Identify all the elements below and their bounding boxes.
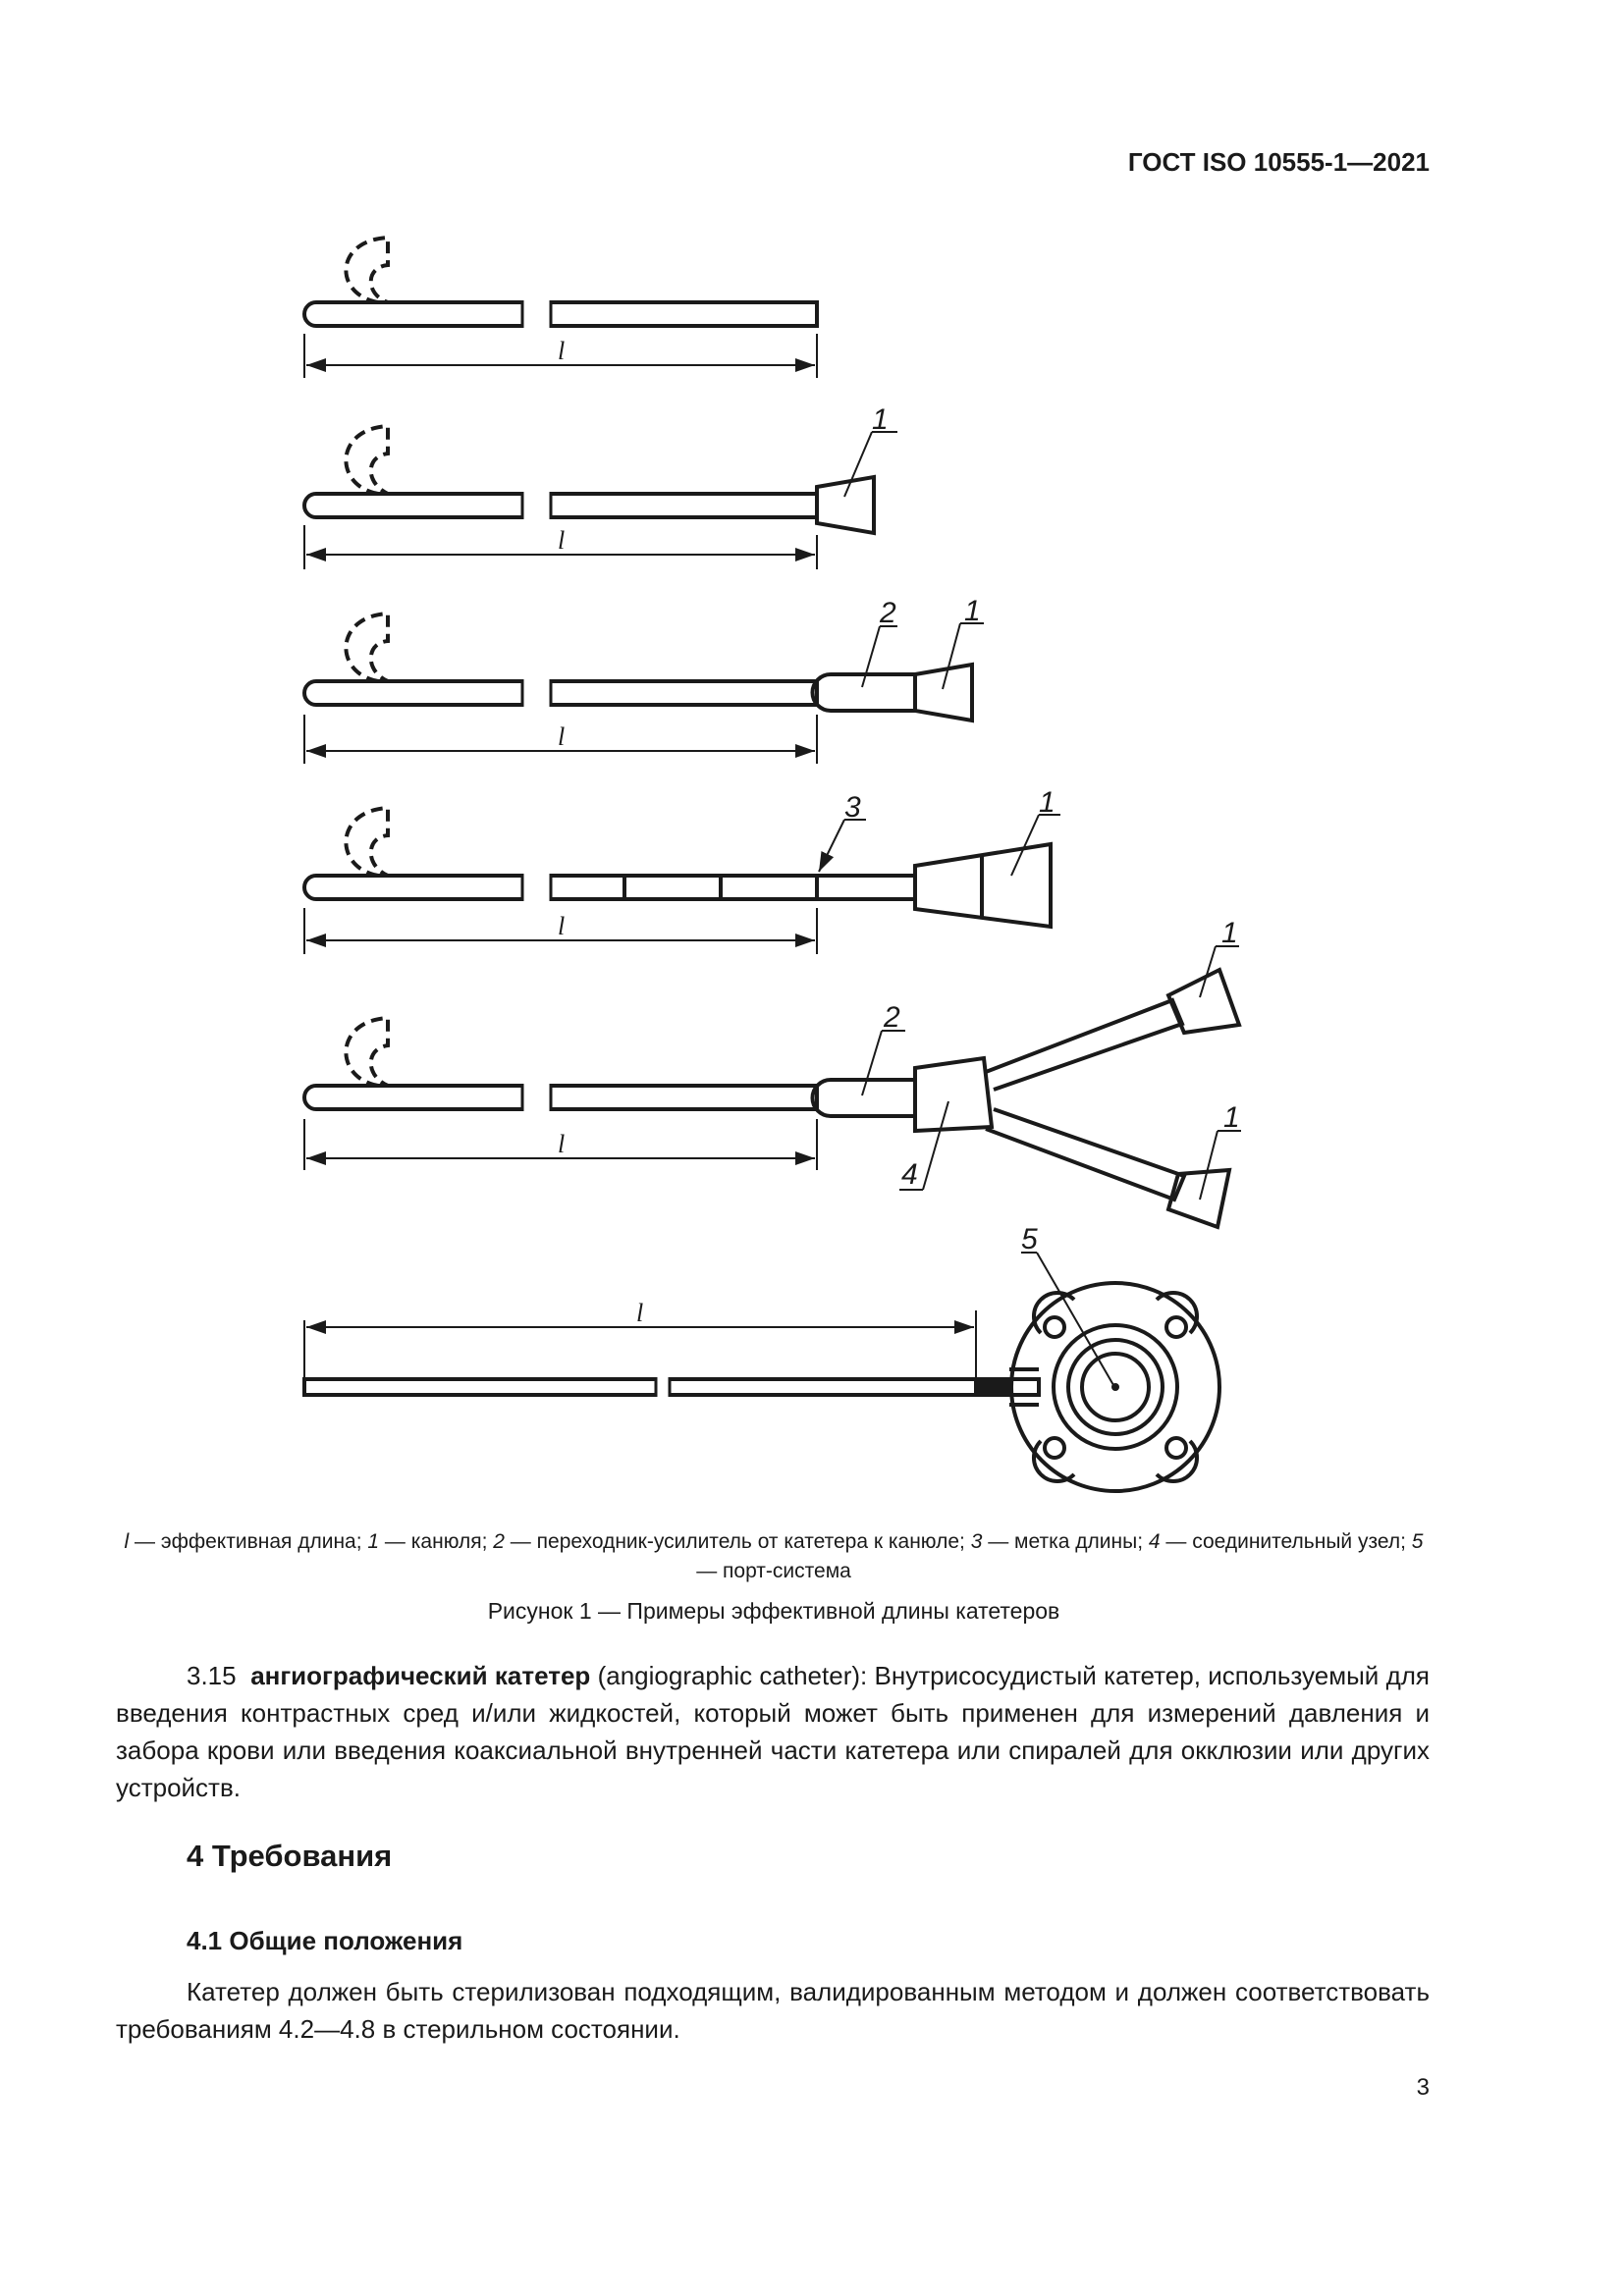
- dashed-hook: [346, 238, 388, 302]
- dashed-hook: [346, 1018, 388, 1086]
- dashed-hook: [346, 808, 388, 876]
- length-label: l: [558, 337, 566, 365]
- catheter-example-2: [304, 426, 874, 533]
- dashed-hook: [346, 426, 388, 494]
- port-hole: [1045, 1438, 1064, 1458]
- cannula: [1168, 970, 1239, 1033]
- connector-hub: [915, 1058, 992, 1131]
- legend-text: — соединительный узел;: [1160, 1530, 1412, 1553]
- subsection-heading: 4.1 Общие положения: [187, 1926, 463, 1955]
- legend-symbol: 3: [970, 1530, 983, 1553]
- catheter-tube: [551, 494, 817, 517]
- length-label: l: [636, 1299, 644, 1327]
- legend-symbol: 2: [493, 1530, 505, 1553]
- definition-term: ангиографический катетер: [250, 1661, 591, 1690]
- document-standard-id: ГОСТ ISO 10555-1—2021: [1127, 147, 1430, 177]
- leader-line: [943, 623, 960, 689]
- leader-line: [862, 626, 880, 687]
- length-label: l: [558, 526, 566, 555]
- catheter-tube: [304, 1086, 522, 1109]
- catheter-tube: [551, 302, 817, 326]
- leader-line: [819, 820, 844, 872]
- legend-text: — переходник-усилитель от катетера к канюле;: [504, 1530, 971, 1553]
- definition-number: 3.15: [187, 1661, 237, 1690]
- leader-line: [844, 432, 872, 497]
- port-hole: [1166, 1317, 1186, 1337]
- branch-tube: [986, 1000, 1182, 1090]
- catheter-example-4: [304, 808, 1051, 927]
- catheter-tube: [551, 681, 817, 705]
- dashed-hook: [346, 614, 388, 681]
- legend-symbol: l: [124, 1530, 130, 1553]
- port-connector: [976, 1379, 1009, 1395]
- callout-1: 1: [964, 595, 981, 627]
- legend-text: — метка длины;: [982, 1530, 1149, 1553]
- legend-text: — порт-система: [696, 1560, 851, 1582]
- cannula: [817, 477, 874, 533]
- callout-2: 2: [880, 597, 896, 629]
- catheter-example-1: [304, 238, 817, 326]
- legend-symbol: 4: [1148, 1530, 1161, 1553]
- callout-5: 5: [1021, 1223, 1038, 1255]
- legend-symbol: 1: [367, 1530, 380, 1553]
- leader-line: [923, 1101, 948, 1190]
- catheter-tube: [304, 876, 522, 899]
- legend-symbol: 5: [1411, 1530, 1424, 1553]
- callout-4: 4: [901, 1158, 918, 1191]
- branch-tube: [986, 1109, 1184, 1200]
- catheter-example-6: [304, 1283, 1219, 1491]
- cannula: [915, 665, 972, 721]
- callout-1: 1: [872, 403, 889, 436]
- definition-paragraph: [116, 1657, 1430, 1806]
- callout-2: 2: [884, 1001, 900, 1034]
- legend-text: — эффективная длина;: [129, 1530, 368, 1553]
- length-label: l: [558, 912, 566, 940]
- catheter-tube: [304, 494, 522, 517]
- callout-1: 1: [1039, 786, 1056, 819]
- definition-body: (angiographic catheter): Внутрисосудистый катетер, используемый для введения контрастных сред и/или жидкостей, который может быть применен для измерений давления и забора крови или введения коаксиальной внутренней части катетера или спиралей для окклюзии или других устройств.: [116, 1661, 1430, 1802]
- catheter-tube: [304, 302, 522, 326]
- catheter-tube: [551, 1086, 817, 1109]
- legend-text: — канюля;: [379, 1530, 494, 1553]
- catheter-tube: [304, 681, 522, 705]
- leader-line: [862, 1031, 882, 1095]
- catheter-example-5: [304, 970, 1239, 1227]
- catheter-tube: [551, 876, 915, 899]
- callout-3: 3: [844, 791, 861, 824]
- length-label: l: [558, 1130, 566, 1158]
- port-hole: [1045, 1317, 1064, 1337]
- figure-legend: [116, 1527, 1432, 1586]
- figure-caption: Рисунок 1 — Примеры эффективной длины катетеров: [487, 1598, 1060, 1624]
- length-label: l: [558, 722, 566, 751]
- callout-1: 1: [1221, 917, 1238, 949]
- cannula: [1168, 1170, 1229, 1227]
- strain-relief: [813, 1080, 915, 1116]
- section-heading: 4 Требования: [187, 1839, 393, 1873]
- catheter-tube: [304, 1379, 656, 1395]
- catheter-example-3: [304, 614, 972, 721]
- subsection-paragraph: Катетер должен быть стерилизован подходящим, валидированным методом и должен соответствовать требованиям 4.2—4.8 в стерильном состоянии.: [116, 1977, 1430, 2044]
- port-hole: [1166, 1438, 1186, 1458]
- leader-line: [1200, 1131, 1218, 1200]
- page-number: 3: [1416, 2074, 1430, 2101]
- callout-1: 1: [1223, 1101, 1240, 1134]
